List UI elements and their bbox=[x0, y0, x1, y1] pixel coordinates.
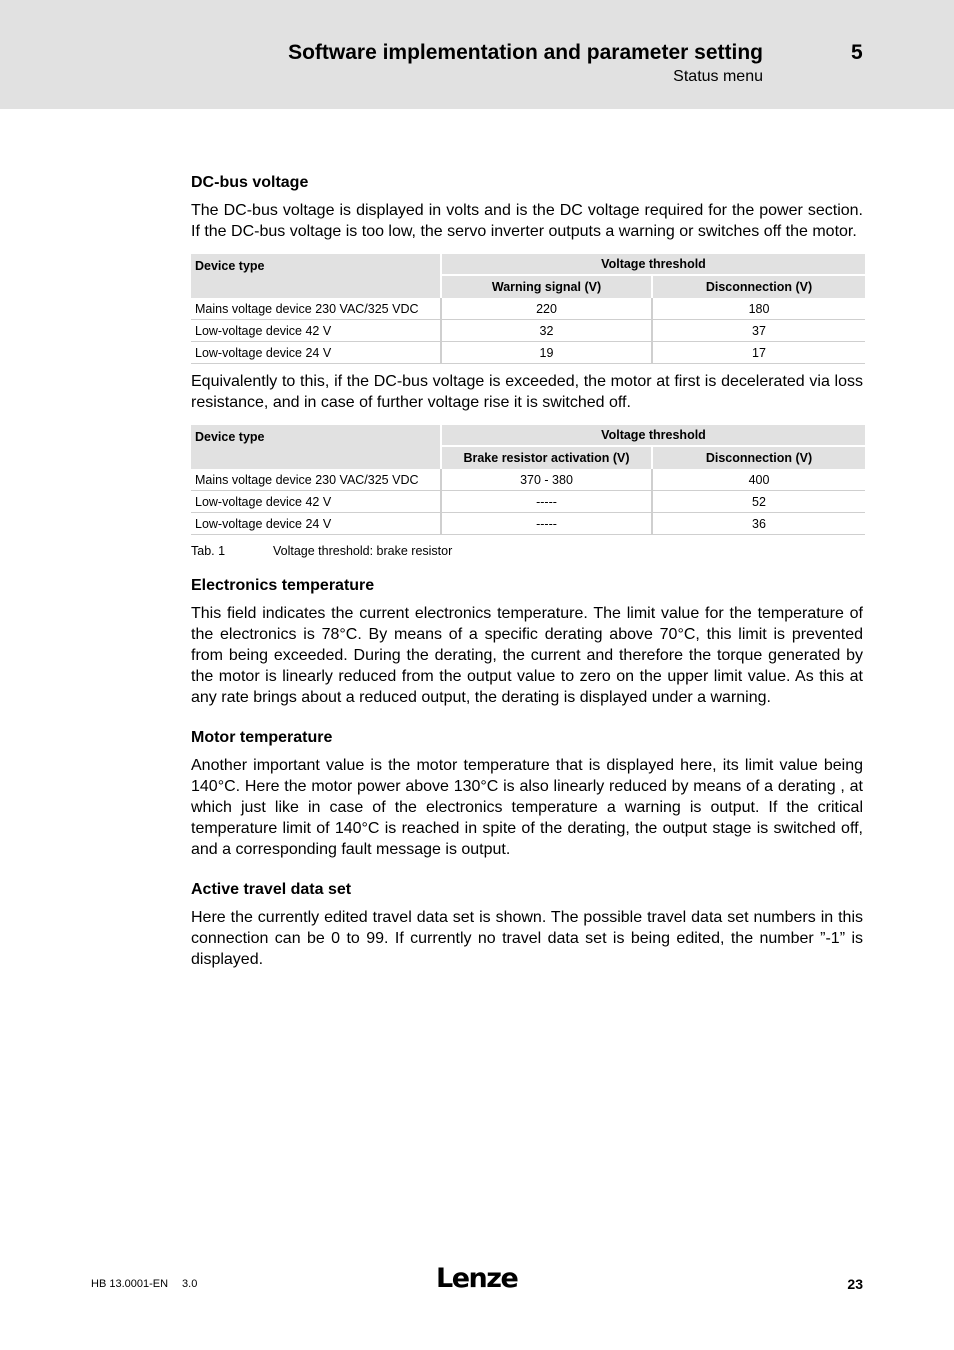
voltage-threshold-header: Voltage threshold bbox=[442, 425, 865, 447]
device-type-header: Device type bbox=[191, 425, 442, 469]
motor-heading: Motor temperature bbox=[191, 729, 333, 746]
brake-value-cell: ----- bbox=[442, 491, 653, 513]
dcbus-paragraph: The DC-bus voltage is displayed in volts and is the DC voltage required for the power section. If the DC-bus voltage is too low, the servo inverter outputs a warning or switches off the motor. bbox=[191, 202, 863, 240]
disconnection-value-cell: 36 bbox=[653, 513, 865, 535]
caption-label: Tab. 1 bbox=[191, 544, 226, 558]
electronics-paragraph: This field indicates the current electronics temperature. The limit value for the temperature of the electronics is 78°C. By means of a specific derating above 70°C, this limit is prevented from being exceeded. During the derating, the current and therefore the torque generated by the motor is linearly reduced from the output value to zero on the upper limit value. As this at any rate brings about a reduced output, the derating is displayed under a warning. bbox=[191, 605, 863, 706]
page-content bbox=[191, 173, 863, 970]
disconnection-value-cell: 52 bbox=[653, 491, 865, 513]
motor-section bbox=[191, 728, 863, 860]
device-type-header: Device type bbox=[191, 254, 442, 298]
motor-paragraph: Another important value is the motor temperature that is displayed here, its limit value being 140°C. Here the motor power above 130°C is also linearly reduced by means of a derating , at which just like in case of the electronics temperature a warning is output. If the critical temperature limit of 140°C is reached in spite of the derating, the output stage is switched off, and a corresponding fault message is output. bbox=[191, 757, 863, 858]
page-header bbox=[0, 0, 954, 109]
warning-signal-header: Warning signal (V) bbox=[442, 276, 653, 298]
device-cell: Low-voltage device 42 V bbox=[191, 491, 442, 513]
chapter-title: Software implementation and parameter setting bbox=[288, 41, 763, 64]
disconnection-value-cell: 37 bbox=[653, 320, 865, 342]
table-row bbox=[191, 320, 865, 342]
device-cell: Low-voltage device 24 V bbox=[191, 513, 442, 535]
device-cell: Low-voltage device 42 V bbox=[191, 320, 442, 342]
doc-version: 3.0 bbox=[182, 1278, 198, 1290]
table-row bbox=[191, 513, 865, 535]
disconnection-value-cell: 400 bbox=[653, 469, 865, 491]
device-cell: Mains voltage device 230 VAC/325 VDC bbox=[191, 469, 442, 491]
table-row bbox=[191, 342, 865, 364]
disconnection-header: Disconnection (V) bbox=[653, 447, 865, 469]
disconnection-value-cell: 17 bbox=[653, 342, 865, 364]
brake-value-cell: 370 - 380 bbox=[442, 469, 653, 491]
device-cell: Mains voltage device 230 VAC/325 VDC bbox=[191, 298, 442, 320]
travel-heading: Active travel data set bbox=[191, 881, 352, 898]
warning-threshold-table bbox=[191, 254, 865, 364]
electronics-heading: Electronics temperature bbox=[191, 577, 375, 594]
table-row bbox=[191, 491, 865, 513]
section-subtitle: Status menu bbox=[673, 68, 763, 85]
electronics-section bbox=[191, 576, 863, 708]
overvoltage-paragraph: Equivalently to this, if the DC-bus voltage is exceeded, the motor at first is decelerated via loss resistance, and in case of further voltage rise it is switched off. bbox=[191, 373, 863, 411]
doc-id: HB 13.0001-EN bbox=[91, 1278, 169, 1290]
warning-value-cell: 32 bbox=[442, 320, 653, 342]
disconnection-value-cell: 180 bbox=[653, 298, 865, 320]
brake-activation-header: Brake resistor activation (V) bbox=[442, 447, 653, 469]
table-caption bbox=[191, 544, 863, 558]
travel-section bbox=[191, 880, 863, 970]
warning-value-cell: 19 bbox=[442, 342, 653, 364]
travel-paragraph: Here the currently edited travel data set is shown. The possible travel data set numbers in this connection can be 0 to 99. If currently no travel data set is being edited, the number ”-1” is displayed. bbox=[191, 909, 863, 968]
lenze-logo: Lenze bbox=[436, 1263, 518, 1294]
table-row bbox=[191, 469, 865, 491]
brake-value-cell: ----- bbox=[442, 513, 653, 535]
caption-text: Voltage threshold: brake resistor bbox=[273, 544, 453, 558]
chapter-number: 5 bbox=[851, 41, 863, 64]
dcbus-heading: DC-bus voltage bbox=[191, 174, 309, 191]
warning-value-cell: 220 bbox=[442, 298, 653, 320]
table-row bbox=[191, 298, 865, 320]
disconnection-header: Disconnection (V) bbox=[653, 276, 865, 298]
device-cell: Low-voltage device 24 V bbox=[191, 342, 442, 364]
brake-resistor-table bbox=[191, 425, 865, 535]
page-number: 23 bbox=[847, 1276, 863, 1292]
footer-doc-info bbox=[91, 1278, 197, 1290]
voltage-threshold-header: Voltage threshold bbox=[442, 254, 865, 276]
